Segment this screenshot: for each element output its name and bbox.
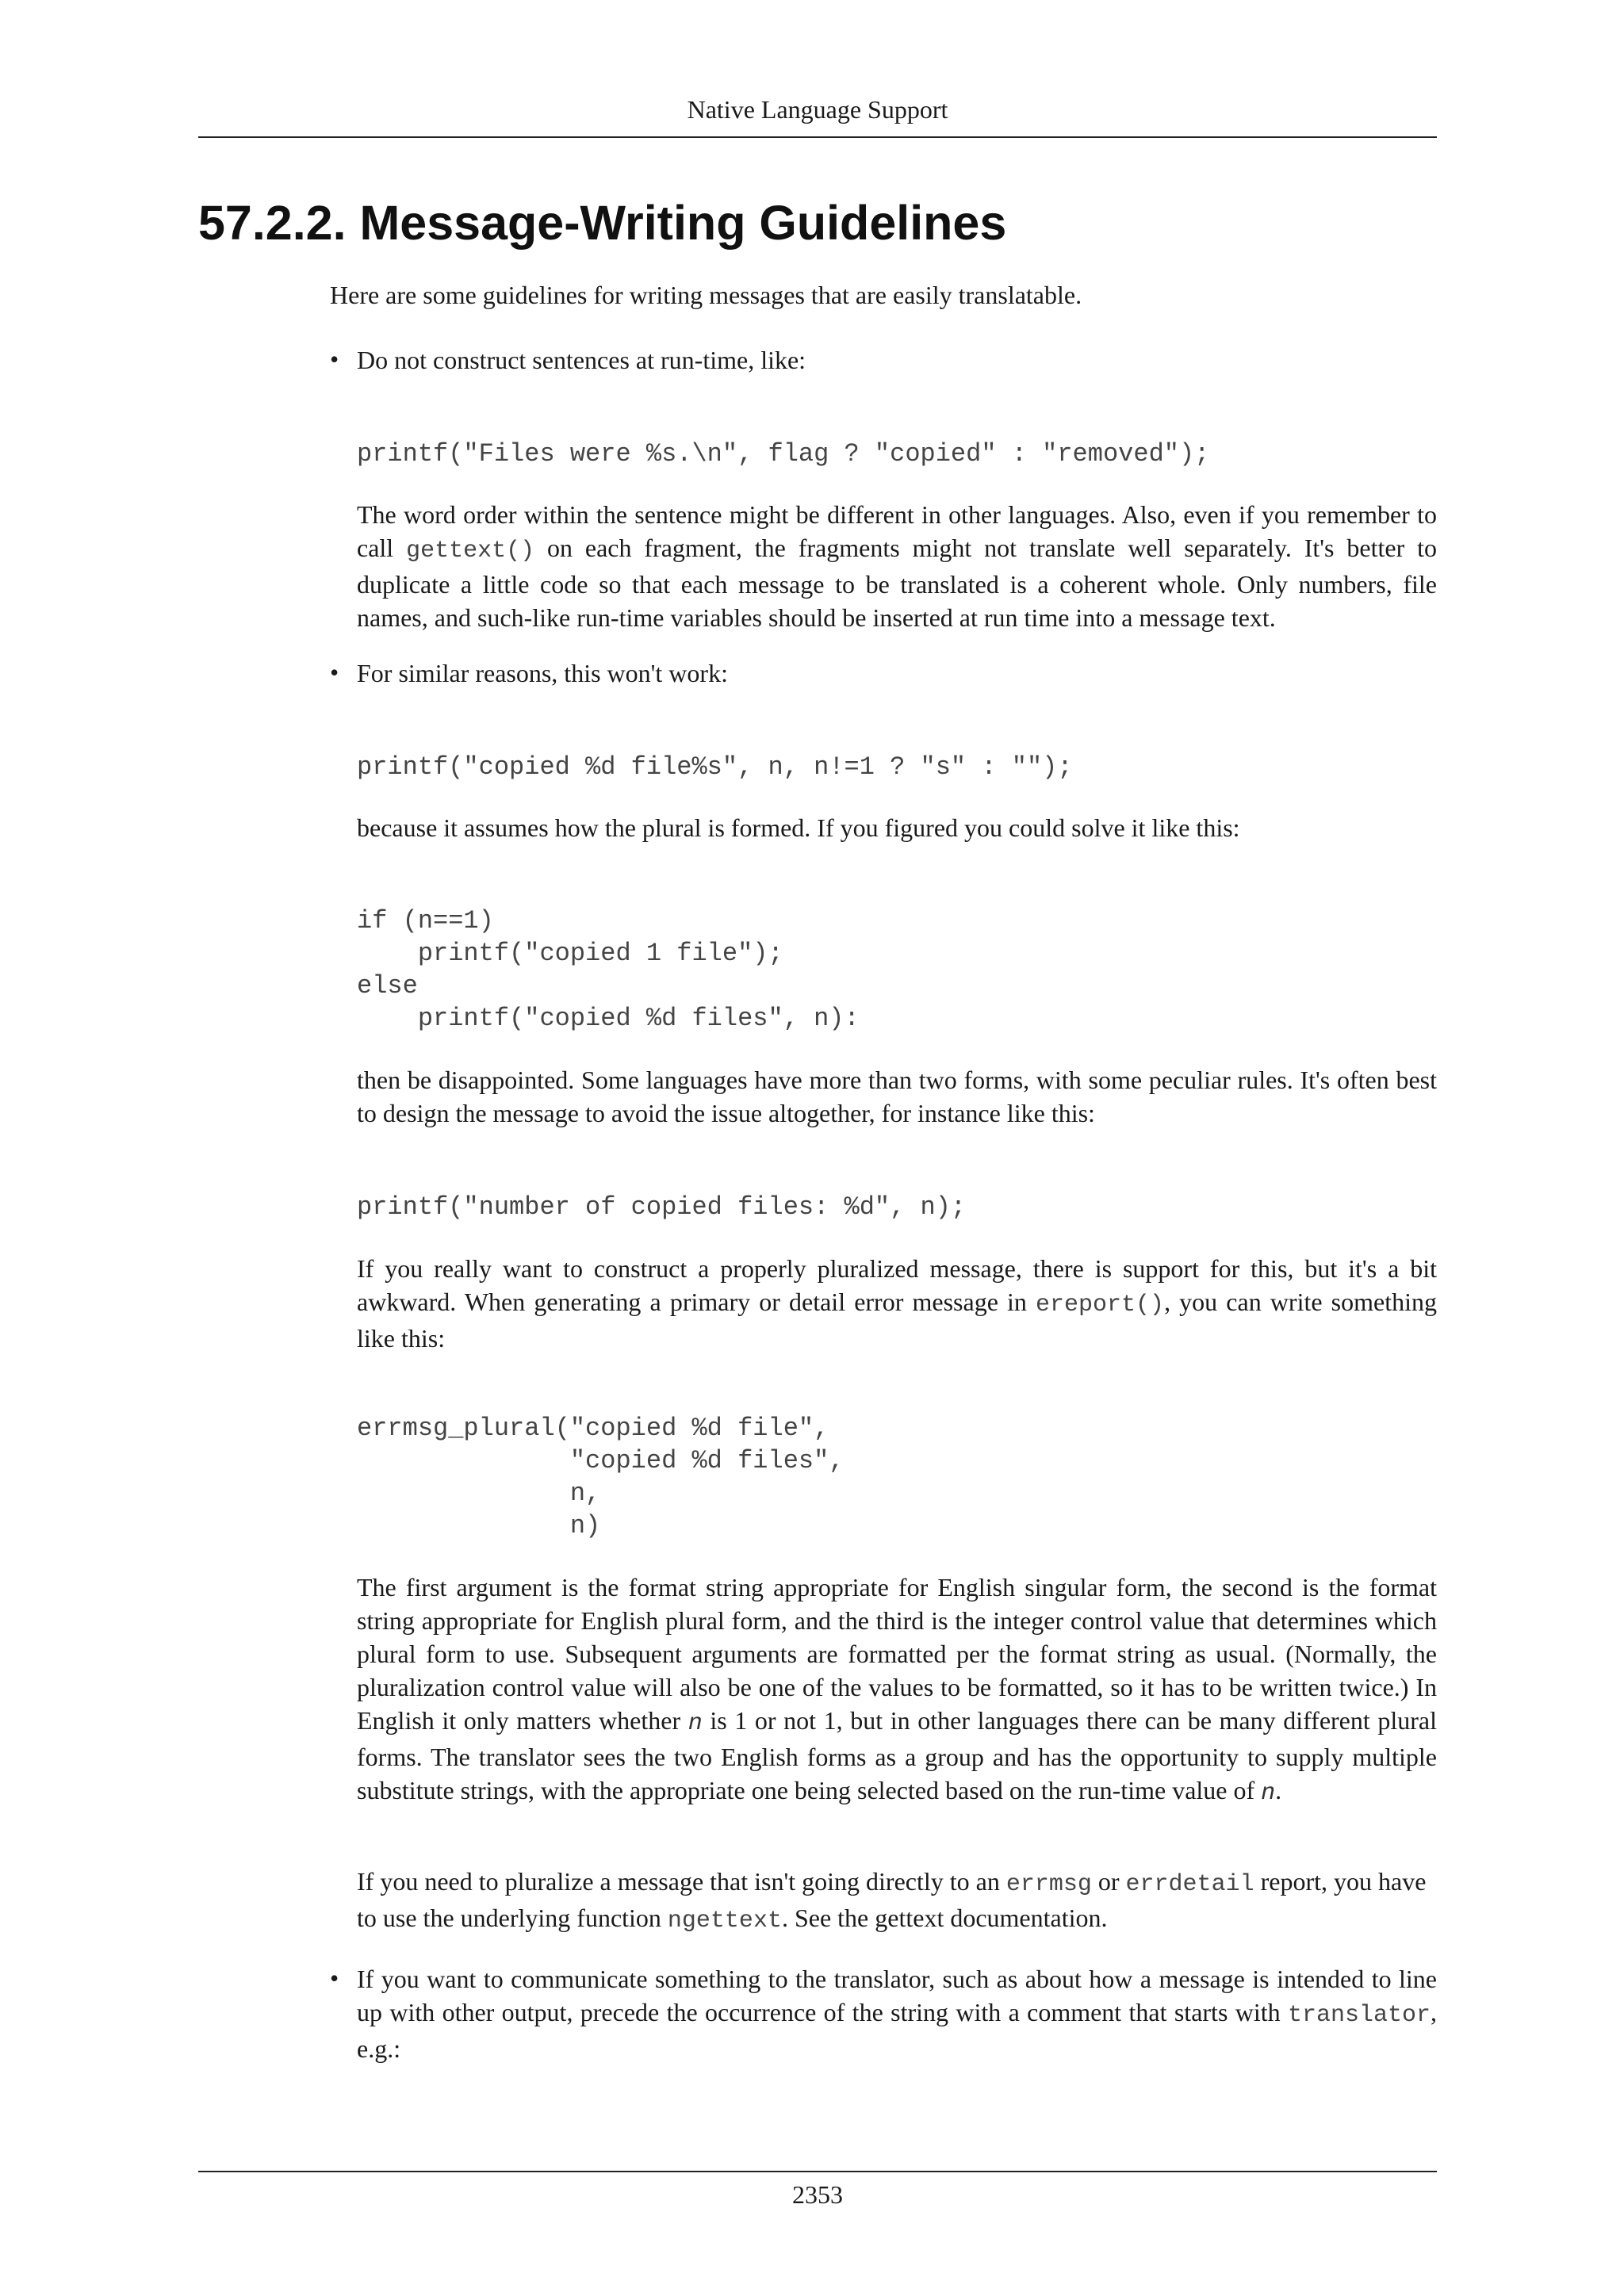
variable-n: n bbox=[688, 1710, 703, 1737]
section-title: 57.2.2. Message-Writing Guidelines bbox=[198, 196, 1007, 250]
footer-rule bbox=[198, 2171, 1437, 2172]
paragraph: then be disappointed. Some languages have more than two forms, with some peculiar rules. It's often best to design the message to avoid the issue altogether, for instance like this: bbox=[357, 1066, 1437, 1127]
item-lead: For similar reasons, this won't work: bbox=[357, 659, 728, 687]
code-block: printf("copied %d file%s", n, n!=1 ? "s" : ""); bbox=[357, 752, 1073, 782]
running-header: Native Language Support bbox=[687, 95, 948, 124]
variable-n: n bbox=[1261, 1780, 1276, 1807]
item-lead: Do not construct sentences at run-time, like: bbox=[357, 346, 806, 374]
paragraph: If you really want to construct a properly pluralized message, there is support for this, but it's a bit awkward. When generating a primary or detail error message in ereport(), you can write something like this: bbox=[357, 1254, 1438, 1353]
code-block: if (n==1) printf("copied 1 file"); else printf("copied %d files", n): bbox=[357, 906, 860, 1033]
inline-code: gettext() bbox=[406, 538, 535, 564]
paragraph: The word order within the sentence might be different in other languages. Also, even if you remember to call gettext() on each fragment, the fragments might not translate well separately. It's better to duplicate a little code so that each message to be translated is a coherent whole. Only numbers, file names, and such-like run-time variables should be inserted at run time into a message text. bbox=[357, 500, 1438, 632]
bullet: • bbox=[330, 1964, 339, 1992]
paragraph: because it assumes how the plural is formed. If you figured you could solve it like this: bbox=[357, 813, 1240, 842]
paragraph: The first argument is the format string appropriate for English singular form, the second is the format string appropriate for English plural form, and the third is the integer control value that determines which plural form to use. Subsequent arguments are formatted per the format string as usual. (Normally, the pluralization control value will also be one of the values to be formatted, so it has to be written twice.) In English it only matters whether n is 1 or not 1, but in other languages there can be many different plural forms. The translator sees the two English forms as a group and has the opportunity to supply multiple substitute strings, with the appropriate one being selected based on the run-time value of n. bbox=[357, 1573, 1438, 1807]
inline-code: ereport() bbox=[1036, 1292, 1165, 1318]
section-intro: Here are some guidelines for writing messages that are easily translatable. bbox=[330, 281, 1082, 309]
page-number: 2353 bbox=[792, 2180, 843, 2209]
inline-code: translator bbox=[1287, 2002, 1431, 2029]
bullet: • bbox=[330, 658, 339, 687]
paragraph: If you need to pluralize a message that isn't going directly to an errmsg or errdetail report, you have to use the underlying function ngettext. See the gettext documentation. bbox=[357, 1867, 1427, 1934]
paragraph: If you want to communicate something to the translator, such as about how a message is intended to line up with other output, precede the occurrence of the string with a comment that starts with translator, e.g.: bbox=[357, 1965, 1437, 2063]
bullet: • bbox=[330, 345, 339, 373]
inline-code: errdetail bbox=[1125, 1871, 1254, 1898]
code-block: errmsg_plural("copied %d file", "copied %d files", n, n) bbox=[357, 1414, 845, 1540]
code-block: printf("Files were %s.\n", flag ? "copied" : "removed"); bbox=[357, 439, 1210, 469]
inline-code: ngettext bbox=[667, 1908, 782, 1934]
inline-code: errmsg bbox=[1005, 1871, 1092, 1898]
header-rule bbox=[198, 136, 1437, 138]
code-block: printf("number of copied files: %d", n); bbox=[357, 1192, 967, 1222]
